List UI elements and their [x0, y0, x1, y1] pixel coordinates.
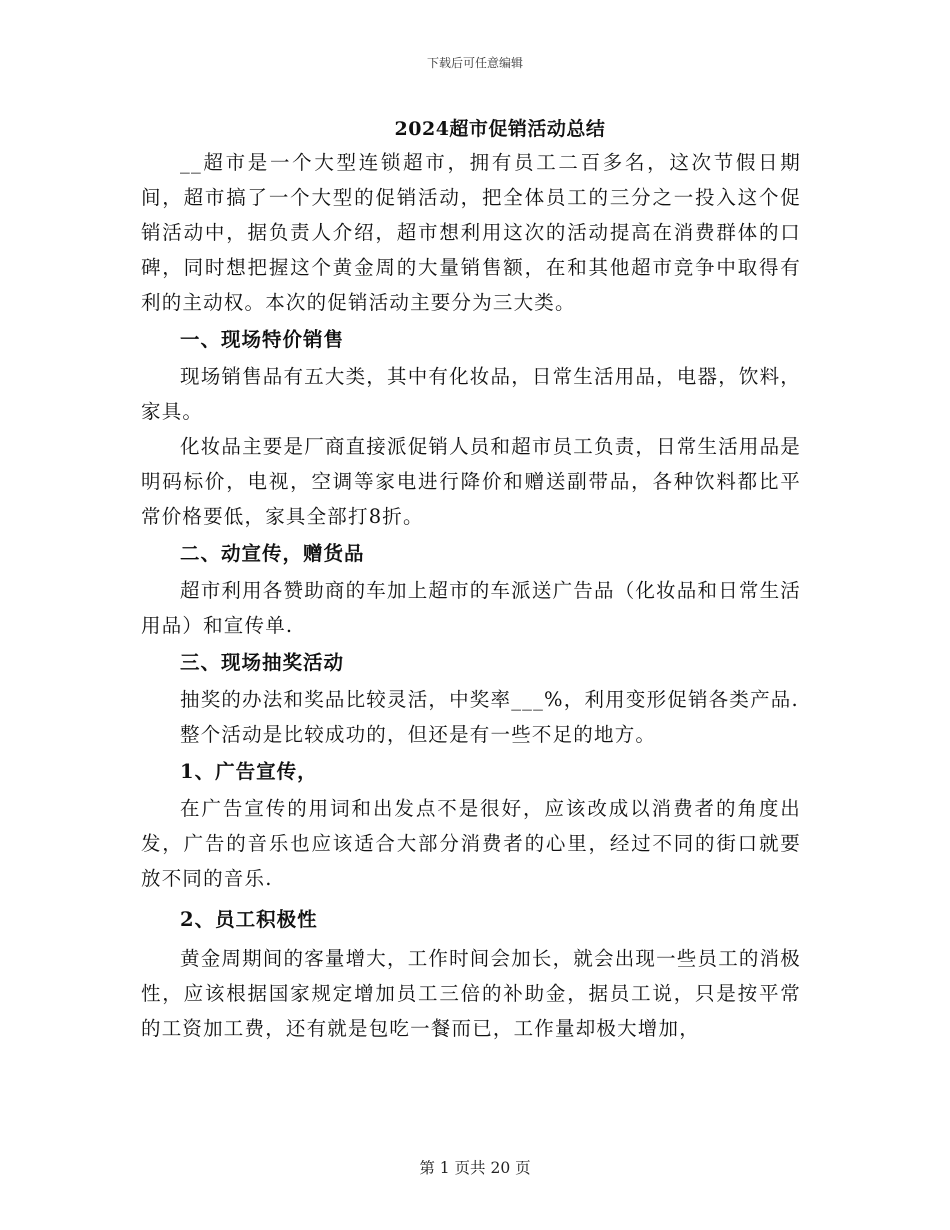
paragraph: 在广告宣传的用词和出发点不是很好，应该改成以消费者的角度出发，广告的音乐也应该适合大部分消费者的心里，经过不同的街口就要放不同的音乐. — [141, 797, 801, 890]
header-note: 下载后可任意编辑 — [426, 56, 523, 70]
section-heading-staff-motivation: 2、员工积极性 — [180, 908, 318, 931]
section-heading-lottery: 三、现场抽奖活动 — [180, 651, 345, 674]
document-title: 2024超市促销活动总结 — [394, 118, 606, 140]
page-number: 第 1 页共 20 页 — [419, 1159, 531, 1177]
paragraph: 抽奖的办法和奖品比较灵活，中奖率___%，利用变形促销各类产品. — [180, 688, 799, 711]
intro-paragraph: __超市是一个大型连锁超市，拥有员工二百多名，这次节假日期间，超市搞了一个大型的促销活动，把全体员工的三分之一投入这个促销活动中，据负责人介绍，超市想利用这次的活动提高在消费群体的口碑，同时想把握这个黄金周的大量销售额，在和其他超市竞争中取得有利的主动权。本次的促销活动主要分为三大类。 — [141, 151, 801, 314]
paragraph: 超市利用各赞助商的车加上超市的车派送广告品（化妆品和日常生活用品）和宣传单. — [141, 579, 802, 637]
paragraph: 化妆品主要是厂商直接派促销人员和超市员工负责，日常生活用品是明码标价，电视，空调等家电进行降价和赠送副带品，各种饮料都比平常价格要低，家具全部打8折。 — [141, 435, 802, 528]
section-heading-promotion-gifts: 二、动宣传，赠货品 — [180, 542, 365, 565]
section-heading-onsite-sale: 一、现场特价销售 — [180, 328, 345, 351]
paragraph: 现场销售品有五大类，其中有化妆品，日常生活用品，电器，饮料，家具。 — [141, 365, 802, 423]
section-heading-advertising: 1、广告宣传， — [180, 760, 318, 783]
paragraph: 黄金周期间的客量增大，工作时间会加长，就会出现一些员工的消极性，应该根据国家规定增加员工三倍的补助金，据员工说，只是按平常的工资加工费，还有就是包吃一餐而已，工作量却极大增加， — [141, 947, 802, 1040]
document-body — [141, 145, 801, 1046]
paragraph: 整个活动是比较成功的，但还是有一些不足的地方。 — [180, 723, 657, 746]
